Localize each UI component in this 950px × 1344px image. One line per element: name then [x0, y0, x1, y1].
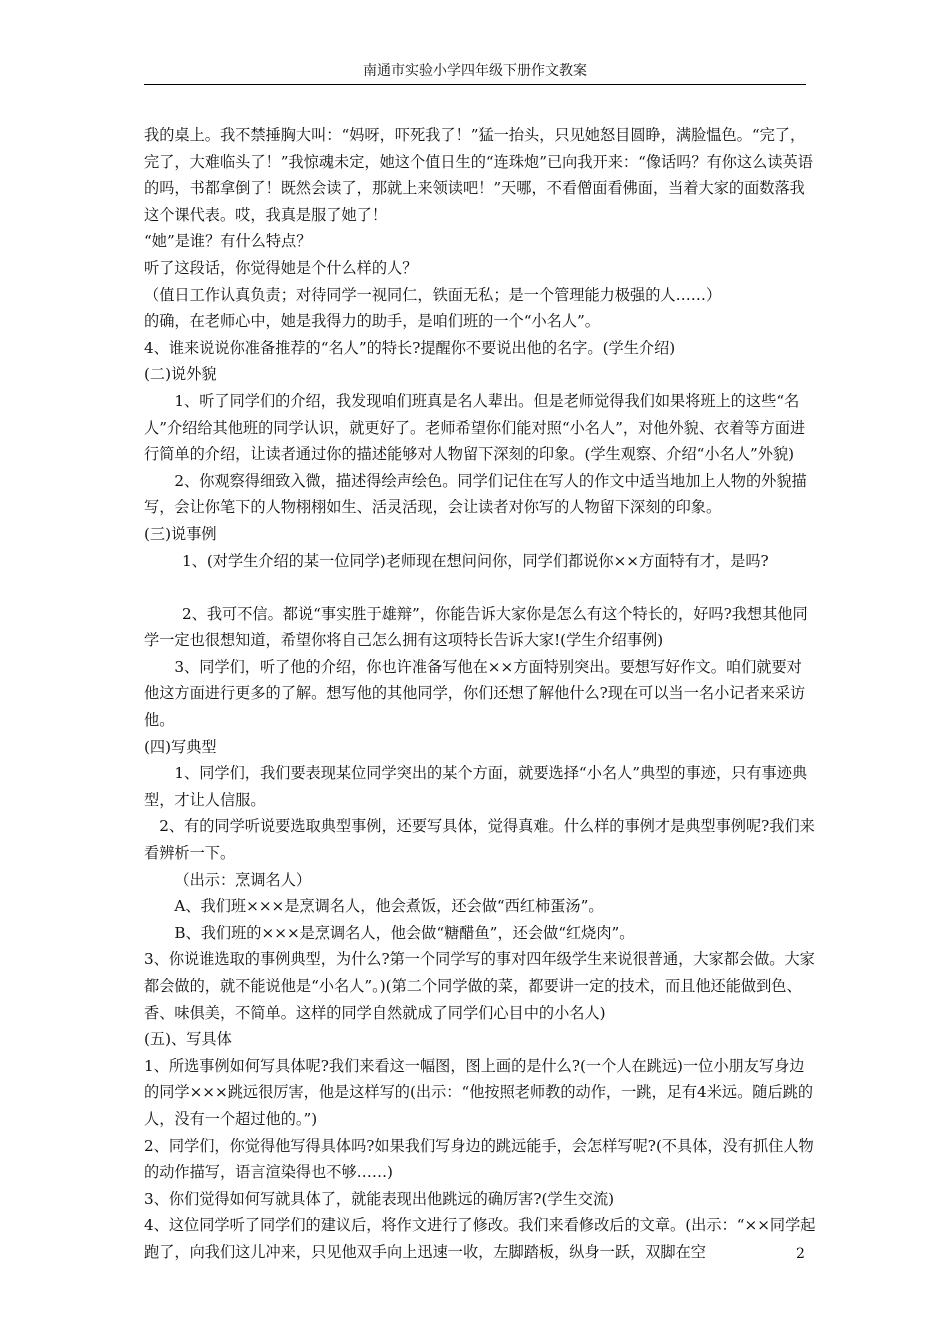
- paragraph: 4、谁来说说你准备推荐的“名人”的特长?提醒你不要说出他的名字。(学生介绍): [144, 338, 676, 357]
- paragraph: （出示：烹调名人）: [174, 870, 312, 889]
- paragraph: A、我们班×××是烹调名人，他会煮饭，还会做“西红柿蛋汤”。: [174, 897, 604, 916]
- header-divider: [144, 84, 806, 85]
- blank-line: [144, 574, 816, 601]
- paragraph: (二)说外貌: [144, 365, 217, 384]
- paragraph: 我的桌上。我不禁捶胸大叫：“妈呀，吓死我了！”猛一抬头，只见她怒目圆睁，满脸愠色。“完了，完了，大难临头了！”我惊魂未定，她这个值日生的“连珠炮”已向我开来：“像话吗？有你这么读英语的吗，书都拿倒了！既然会读了，那就上来领读吧！”天哪，不看僧面看佛面，当着大家的面数落我这个课代表。哎，我真是服了她了！: [144, 126, 813, 224]
- paragraph: (五)、写具体: [144, 1030, 232, 1049]
- paragraph: (三)说事例: [144, 524, 217, 543]
- paragraph: 1、(对学生介绍的某一位同学)老师现在想问问你，同学们都说你××方面特有才，是吗?: [182, 551, 769, 570]
- paragraph: 1、所选事例如何写具体呢?我们来看这一幅图，图上画的是什么?(一个人在跳远)一位小朋友写身边的同学×××跳远很厉害，他是这样写的(出示：“他按照老师教的动作，一跳，足有4米远。随后跳的人，没有一个超过他的。”): [144, 1056, 814, 1128]
- page-header: 南通市实验小学四年级下册作文教案: [363, 63, 587, 79]
- paragraph: （值日工作认真负责；对待同学一视同仁，铁面无私；是一个管理能力极强的人……）: [144, 285, 722, 304]
- paragraph: 1、同学们，我们要表现某位同学突出的某个方面，就要选择“小名人”典型的事迹，只有事迹典型，才让人信服。: [144, 764, 808, 809]
- paragraph: 2、你观察得细致入微，描述得绘声绘色。同学们记住在写人的作文中适当地加上人物的外貌描写，会让你笔下的人物栩栩如生、活灵活现，会让读者对你写的人物留下深刻的印象。: [144, 471, 807, 517]
- paragraph: 3、同学们，听了他的介绍，你也许准备写他在××方面特别突出。要想写好作文。咱们就要对他这方面进行更多的了解。想写他的其他同学，你们还想了解他什么?现在可以当一名小记者来采访他。: [144, 657, 806, 730]
- document-body: [144, 122, 816, 1266]
- paragraph: 2、有的同学听说要选取典型事例，还要写具体，觉得真难。什么样的事例才是典型事例呢?我们来看辨析一下。: [144, 817, 815, 863]
- page-number: 2: [796, 1246, 805, 1262]
- paragraph: (四)写典型: [144, 737, 217, 756]
- paragraph: 2、我可不信。都说“事实胜于雄辩”，你能告诉大家你是怎么有这个特长的，好吗?我想其他同学一定也很想知道，希望你将自己怎么拥有这项特长告诉大家!(学生介绍事例): [144, 604, 808, 650]
- paragraph: 2、同学们，你觉得他写得具体吗?如果我们写身边的跳远能手，会怎样写呢?(不具体，没有抓住人物的动作描写，语言渲染得也不够……): [144, 1136, 814, 1182]
- paragraph: 听了这段话，你觉得她是个什么样的人？: [144, 258, 418, 277]
- paragraph: “她”是谁？有什么特点？: [144, 232, 312, 251]
- paragraph: 3、你们觉得如何写就具体了，就能表现出他跳远的确厉害?(学生交流): [144, 1189, 615, 1208]
- paragraph: 1、听了同学们的介绍，我发现咱们班真是名人辈出。但是老师觉得我们如果将班上的这些“名人”介绍给其他班的同学认识，就更好了。老师希望你们能对照“小名人”，对他外貌、衣着等方面进行简单的介绍，让读者通过你的描述能够对人物留下深刻的印象。(学生观察、介绍“小名人”外貌): [144, 391, 806, 464]
- paragraph: 3、你说谁选取的事例典型，为什么?第一个同学写的事对四年级学生来说很普通，大家都会做。大家都会做的，就不能说他是“小名人”。)(第二个同学做的菜，都要讲一定的技术，而且他还能做到色、香、味俱美，不简单。这样的同学自然就成了同学们心目中的小名人): [144, 950, 815, 1022]
- paragraph: 的确，在老师心中，她是我得力的助手，是咱们班的一个“小名人”。: [144, 312, 600, 331]
- paragraph: 4、这位同学听了同学们的建议后，将作文进行了修改。我们来看修改后的文章。(出示：“××同学起跑了，向我们这儿冲来，只见他双手向上迅速一收，左脚踏板，纵身一跃，双脚在空: [144, 1216, 816, 1261]
- paragraph: B、我们班的×××是烹调名人，他会做“糖醋鱼”，还会做“红烧肉”。: [174, 923, 635, 942]
